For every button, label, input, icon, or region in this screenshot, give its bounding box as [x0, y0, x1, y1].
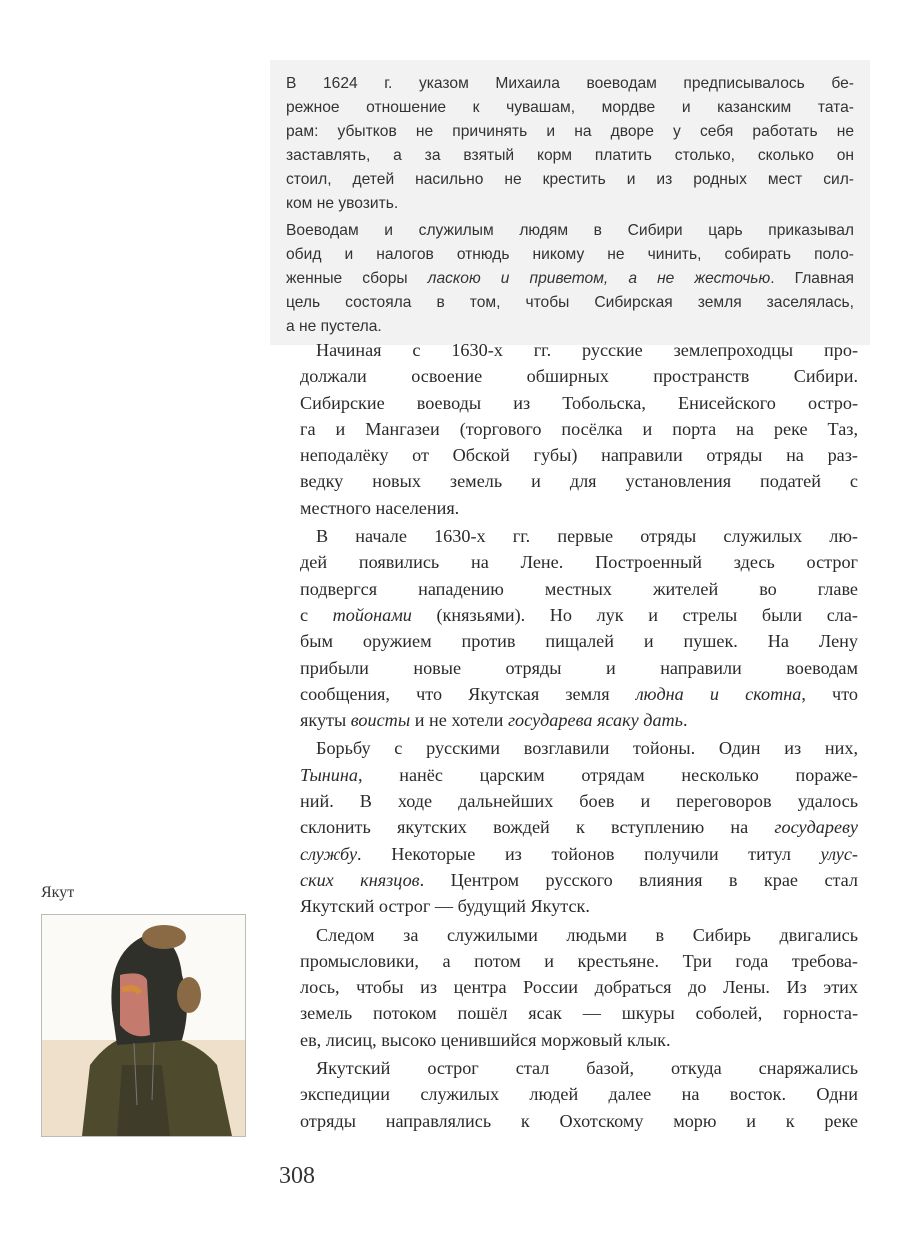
text-segment: (князьями). Но лук и стрелы были сла- — [411, 604, 858, 625]
text-segment: . Главная — [770, 269, 854, 287]
text-line — [300, 814, 858, 840]
yakut-portrait-illustration — [42, 915, 245, 1136]
text-segment: Следом за служилыми людьми в Сибирь двигались — [316, 924, 858, 945]
text-segment: местного населения. — [300, 497, 460, 518]
text-line — [300, 681, 858, 707]
text-segment: обид и налогов отнюдь никому не чинить, собирать поло- — [286, 245, 854, 263]
text-segment: отряды направлялись к Охотскому морю и к реке — [300, 1110, 858, 1131]
text-line — [286, 315, 854, 339]
text-line — [300, 867, 858, 893]
text-line — [300, 841, 858, 867]
text-segment: . Некоторые из тойонов получили титул — [357, 843, 821, 864]
text-line — [300, 707, 858, 733]
text-segment: В 1624 г. указом Михаила воеводам предписывалось бе- — [286, 75, 854, 92]
text-line — [300, 655, 858, 681]
text-segment: промысловики, а потом и крестьяне. Три года требова- — [300, 950, 858, 971]
italic-term: тойонами — [332, 604, 412, 625]
italic-term: службу — [300, 843, 358, 864]
paragraph — [300, 1055, 858, 1134]
text-segment: женные сборы — [286, 269, 428, 287]
text-segment: лось, чтобы из центра России добраться до Лены. Из этих — [300, 977, 858, 998]
text-line — [300, 495, 858, 521]
text-line — [300, 337, 858, 363]
paragraph — [300, 735, 858, 919]
paragraph — [286, 72, 854, 217]
text-line — [286, 243, 854, 267]
text-line — [300, 602, 858, 628]
text-line — [300, 390, 858, 416]
text-line — [300, 893, 858, 919]
text-segment: прибыли новые отряды и направили воеводам — [300, 657, 858, 678]
text-segment: стоил, детей насильно не крестить и из родных мест сил- — [286, 171, 854, 189]
text-line — [300, 922, 858, 948]
text-segment: ком не увозить. — [286, 195, 399, 213]
text-segment: Якутский острог стал базой, откуда снаряжались — [316, 1058, 858, 1079]
text-line — [300, 762, 858, 788]
italic-term: Тынина — [300, 764, 359, 785]
text-line — [300, 628, 858, 654]
text-segment: Воеводам и служилым людям в Сибири царь приказывал — [286, 221, 854, 239]
text-segment: ведку новых земель и для установления податей с — [300, 471, 858, 492]
text-segment: должали освоение обширных пространств Сибири. — [300, 366, 858, 387]
page-number: 308 — [279, 1163, 315, 1189]
paragraph — [286, 219, 854, 339]
text-line — [300, 523, 858, 549]
text-segment: склонить якутских вождей к вступлению на — [300, 817, 775, 838]
italic-term: ласкою и приветом, а не жесточью — [427, 269, 771, 287]
text-segment: и не хотели — [410, 710, 508, 731]
text-segment: цель состояла в том, чтобы Сибирская земля заселялась, — [286, 293, 854, 311]
italic-term: ских князцов — [300, 869, 420, 890]
text-line — [300, 416, 858, 442]
text-line — [300, 1027, 858, 1053]
paragraph — [300, 337, 858, 521]
text-line — [286, 192, 854, 216]
text-line — [300, 468, 858, 494]
text-segment: бым оружием против пищалей и пушек. На Лену — [300, 631, 858, 652]
italic-term: государеву — [774, 817, 858, 838]
text-segment: рам: убытков не причинять и на дворе у себя работать не — [286, 123, 854, 141]
text-segment: , что — [801, 683, 859, 704]
text-line — [286, 144, 854, 168]
text-segment: Якутский острог — будущий Якутск. — [300, 896, 590, 917]
text-line — [300, 948, 858, 974]
text-line — [300, 1000, 858, 1026]
text-line — [300, 363, 858, 389]
text-segment: заставлять, а за взятый корм платить столько, сколько он — [286, 147, 854, 165]
text-line — [300, 735, 858, 761]
text-line — [300, 1055, 858, 1081]
text-segment: . Центром русского влияния в крае стал — [419, 869, 858, 890]
text-segment: . — [682, 710, 688, 731]
text-segment: Борьбу с русскими возглавили тойоны. Один из них, — [316, 738, 858, 759]
text-line — [286, 120, 854, 144]
text-segment: сообщения, что Якутская земля — [300, 683, 636, 704]
text-line — [286, 72, 854, 96]
text-segment: , нанёс царским отрядам несколько пораже- — [358, 764, 858, 785]
italic-term: улус- — [820, 843, 858, 864]
text-segment: ний. В ходе дальнейших боев и переговоров удалось — [300, 791, 858, 812]
text-segment: неподалёку от Обской губы) направили отряды на раз- — [300, 445, 858, 466]
text-segment: ев, лисиц, высоко ценившийся моржовый клык. — [300, 1029, 671, 1050]
text-line — [286, 291, 854, 315]
text-segment: а не пустела. — [286, 317, 382, 335]
text-line — [300, 549, 858, 575]
italic-term: воисты — [350, 710, 411, 731]
text-line — [300, 576, 858, 602]
text-line — [286, 219, 854, 243]
text-line — [300, 1108, 858, 1134]
text-segment: экспедиции служилых людей далее на восток. Одни — [300, 1084, 858, 1105]
text-line — [300, 974, 858, 1000]
text-segment: якуты — [300, 710, 351, 731]
main-body-text — [300, 337, 858, 1136]
text-segment: с — [300, 604, 333, 625]
text-segment: Начиная с 1630-х гг. русские землепроходцы про- — [316, 340, 858, 360]
text-line — [300, 788, 858, 814]
paragraph — [300, 922, 858, 1053]
quote-box-text — [286, 72, 854, 341]
text-line — [300, 1081, 858, 1107]
paragraph — [300, 523, 858, 733]
figure-caption: Якут — [41, 884, 75, 901]
italic-term: государева ясаку дать — [507, 710, 683, 731]
text-segment: дей появились на Лене. Построенный здесь острог — [300, 552, 858, 573]
yakut-portrait-image — [41, 914, 246, 1137]
text-segment: режное отношение к чувашам, мордве и казанским тата- — [286, 99, 854, 117]
italic-term: людна и скотна — [635, 683, 802, 704]
text-segment: подвергся нападению местных жителей во главе — [300, 578, 858, 599]
text-line — [286, 168, 854, 192]
text-segment: га и Мангазеи (торгового посёлка и порта на реке Таз, — [300, 418, 858, 439]
text-line — [286, 267, 854, 291]
text-segment: Сибирские воеводы из Тобольска, Енисейского остро- — [300, 392, 858, 413]
text-segment: В начале 1630-х гг. первые отряды служилых лю- — [316, 526, 858, 547]
text-segment: земель потоком пошёл ясак — шкуры соболей, горноста- — [300, 1003, 858, 1024]
text-line — [300, 442, 858, 468]
text-line — [286, 96, 854, 120]
